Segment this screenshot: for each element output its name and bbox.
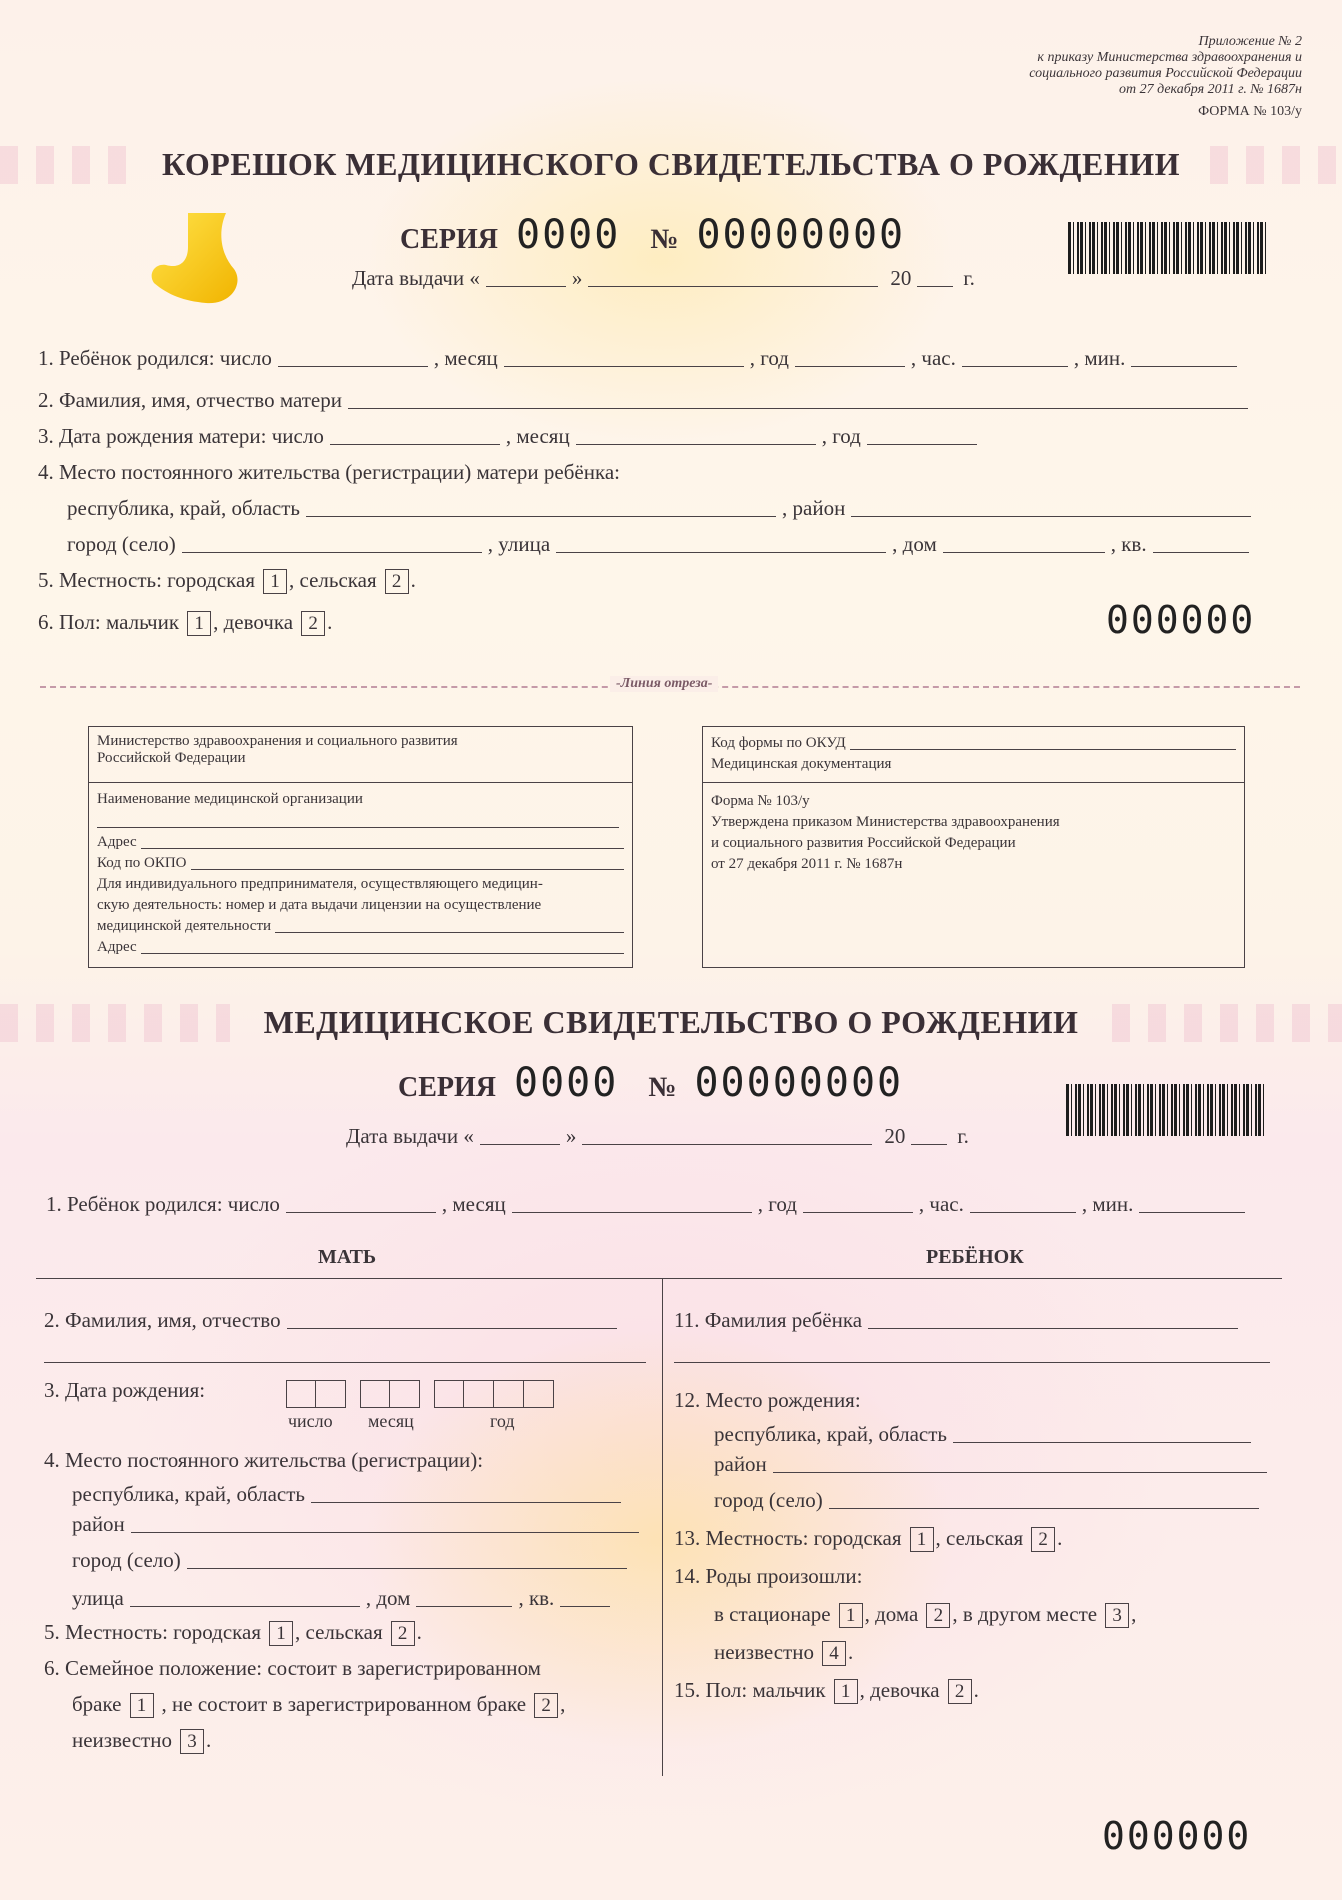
mother-birth-month-field[interactable] (576, 444, 816, 445)
city-field[interactable] (182, 552, 482, 553)
m4-region: республика, край, область (72, 1482, 306, 1506)
m3-year-caption: год (490, 1411, 515, 1431)
q3-month: , месяц (505, 424, 570, 448)
mother-street-field[interactable] (130, 1606, 360, 1607)
appendix-number: Приложение № 2 (1198, 34, 1302, 49)
q4-city: город (село) (67, 532, 176, 556)
stub-q3 (38, 424, 977, 449)
mother-birth-year-field[interactable] (867, 444, 977, 445)
barcode (1066, 1084, 1266, 1136)
q5-end: . (410, 568, 416, 592)
birth-minute-field[interactable] (1139, 1212, 1245, 1213)
q4-street: , улица (487, 532, 551, 556)
q4-flat: , кв. (1110, 532, 1147, 556)
q5-label: 5. Местность: городская (38, 568, 256, 592)
region-field[interactable] (306, 516, 776, 517)
m4-district-row (72, 1512, 639, 1537)
m3-month-caption: месяц (368, 1411, 414, 1431)
m5-end: . (416, 1620, 422, 1644)
c14-hospital: в стационаре (714, 1602, 831, 1626)
q5-mid: , сельская (289, 568, 377, 592)
certificate-number: 00000000 (696, 212, 906, 258)
mother-birthdate-cells[interactable] (286, 1380, 554, 1408)
c13-row (674, 1526, 1062, 1552)
birth-hour-field[interactable] (970, 1212, 1076, 1213)
stub-q5 (38, 568, 416, 594)
q3-year: , год (821, 424, 861, 448)
c14-end: . (847, 1640, 854, 1664)
certificate-serial-number: 000000 (1102, 1814, 1252, 1858)
issue-year-prefix: 20 (890, 266, 912, 290)
stub-series (400, 212, 905, 258)
urban-checkbox[interactable]: 1 (263, 569, 287, 594)
okpo-label: Код по ОКПО (97, 855, 187, 871)
m6-end: . (205, 1728, 212, 1752)
columns-divider-horizontal (36, 1278, 1282, 1279)
certificate-title: МЕДИЦИНСКОЕ СВИДЕТЕЛЬСТВО О РОЖДЕНИИ (263, 1004, 1079, 1040)
approved-line-2: и социального развития Российской Федерации (711, 835, 1016, 851)
issue-date-mid: » (565, 1124, 577, 1148)
form-number: Форма № 103/у (711, 793, 810, 809)
c14-label: 14. Роды произошли: (674, 1564, 863, 1588)
m4-street: улица (72, 1586, 124, 1610)
m6-line-3 (72, 1728, 211, 1754)
m4-city: город (село) (72, 1548, 181, 1572)
approved-line-3: от 27 декабря 2011 г. № 1687н (711, 856, 903, 872)
m4-flat: , кв. (518, 1586, 555, 1610)
mother-birth-day-field[interactable] (330, 444, 500, 445)
address-field[interactable] (141, 848, 624, 849)
cert-issue-date (346, 1124, 969, 1149)
male-checkbox[interactable]: 1 (187, 611, 211, 636)
org-box (88, 726, 633, 968)
mother-flat-field[interactable] (560, 1606, 610, 1607)
med-doc-label: Медицинская документация (711, 756, 892, 772)
issue-month-field[interactable] (588, 286, 878, 287)
home-checkbox[interactable]: 2 (926, 1603, 950, 1628)
m2-label: 2. Фамилия, имя, отчество (44, 1308, 281, 1332)
flat-field[interactable] (1153, 552, 1249, 553)
q1-month: , месяц (433, 346, 498, 370)
not-married-checkbox[interactable]: 2 (534, 1693, 558, 1718)
q6-end: . (327, 610, 333, 634)
place-unknown-checkbox[interactable]: 4 (822, 1641, 846, 1666)
birthplace-region-field[interactable] (953, 1442, 1251, 1443)
other-place-checkbox[interactable]: 3 (1105, 1603, 1129, 1628)
m6-label: 6. Семейное положение: состоит в зарегистрированном (44, 1656, 541, 1680)
m4-city-row (72, 1548, 627, 1573)
license-field[interactable] (275, 932, 624, 933)
c14-line-1 (714, 1602, 1136, 1628)
address2-field[interactable] (141, 953, 624, 954)
order-line-3: от 27 декабря 2011 г. № 1687н (1118, 82, 1302, 97)
issue-year-prefix: 20 (884, 1124, 906, 1148)
month-cell[interactable] (390, 1380, 420, 1408)
issue-date-label: Дата выдачи « (346, 1124, 474, 1148)
order-line-1: к приказу Министерства здравоохранения и (1037, 50, 1302, 65)
barcode (1068, 222, 1268, 274)
series-value: 0000 (516, 212, 621, 258)
birthplace-city-field[interactable] (829, 1508, 1259, 1509)
m2-row (44, 1308, 617, 1333)
okpo-field[interactable] (191, 869, 625, 870)
issue-date-label: Дата выдачи « (352, 266, 480, 290)
mother-region-field[interactable] (311, 1502, 621, 1503)
month-cells[interactable] (360, 1380, 420, 1408)
birth-hour-field[interactable] (962, 366, 1068, 367)
stub-q1 (38, 346, 1237, 371)
m4-label: 4. Место постоянного жительства (регистрации): (44, 1448, 484, 1472)
hologram-logo-icon (148, 213, 248, 305)
approved-line-1: Утверждена приказом Министерства здравоохранения (711, 814, 1060, 830)
q1-label: 1. Ребёнок родился: число (46, 1192, 280, 1216)
m6-unknown: неизвестно (72, 1728, 172, 1752)
house-field[interactable] (943, 552, 1105, 553)
form-code-box (702, 726, 1245, 968)
cert-series (398, 1060, 903, 1106)
cut-line-label: -Линия отреза- (610, 676, 718, 692)
issue-date-mid: » (571, 266, 583, 290)
q1-year: , год (749, 346, 789, 370)
ip-line-2: скую деятельность: номер и дата выдачи лицензии на осуществление (97, 897, 542, 913)
year-cell[interactable] (524, 1380, 554, 1408)
mother-fullname-field-line2[interactable] (44, 1362, 646, 1363)
m3-row (44, 1378, 205, 1403)
m5-label: 5. Местность: городская (44, 1620, 262, 1644)
org-details (89, 783, 632, 964)
c14-row (674, 1564, 862, 1589)
m4-street-row (72, 1586, 610, 1611)
m3-day-caption: число (288, 1411, 333, 1431)
mother-house-field[interactable] (416, 1606, 512, 1607)
ministry-line-2: Российской Федерации (97, 750, 246, 766)
ministry-line-1: Министерство здравоохранения и социального развития (97, 733, 458, 749)
stub-title: КОРЕШОК МЕДИЦИНСКОГО СВИДЕТЕЛЬСТВА О РОЖДЕНИИ (162, 146, 1180, 182)
stub-issue-date (352, 266, 975, 291)
number-sign: № (648, 1072, 677, 1103)
mother-rural-checkbox[interactable]: 2 (391, 1621, 415, 1646)
c15-mid: , девочка (859, 1678, 940, 1702)
q3-label: 3. Дата рождения матери: число (38, 424, 324, 448)
m6-comma: , (560, 1692, 566, 1716)
child-surname-field-line2[interactable] (674, 1362, 1270, 1363)
m6-line-1 (44, 1656, 541, 1681)
c12-row (674, 1388, 861, 1413)
c15-label: 15. Пол: мальчик (674, 1678, 826, 1702)
c15-row (674, 1678, 979, 1704)
female-checkbox[interactable]: 2 (301, 611, 325, 636)
rural-checkbox[interactable]: 2 (385, 569, 409, 594)
c14-comma: , (1131, 1602, 1137, 1626)
certificate-number: 00000000 (694, 1060, 904, 1106)
approval-block (703, 783, 1244, 883)
m6-not-married: , не состоит в зарегистрированном браке (161, 1692, 527, 1716)
ip-line-3: медицинской деятельности (97, 918, 272, 934)
q1-min: , мин. (1081, 1192, 1134, 1216)
c12-city-row (714, 1488, 1259, 1513)
street-field[interactable] (556, 552, 886, 553)
c14-home: , дома (864, 1602, 919, 1626)
q1-hour: , час. (918, 1192, 964, 1216)
m3-label: 3. Дата рождения: (44, 1378, 206, 1402)
birth-year-field[interactable] (795, 366, 905, 367)
series-value: 0000 (514, 1060, 619, 1106)
marital-unknown-checkbox[interactable]: 3 (180, 1729, 204, 1754)
m4-row (44, 1448, 483, 1473)
stub-q4 (38, 460, 620, 485)
m6-line-2 (72, 1692, 565, 1718)
c14-unknown: неизвестно (714, 1640, 814, 1664)
c12-district: район (714, 1452, 767, 1476)
mother-urban-checkbox[interactable]: 1 (269, 1621, 293, 1646)
c15-end: . (973, 1678, 979, 1702)
number-sign: № (650, 224, 679, 255)
stub-q4-city-row (67, 532, 1249, 557)
issue-year-suffix: г. (957, 1124, 969, 1148)
q1-year: , год (757, 1192, 797, 1216)
mother-name-field[interactable] (348, 408, 1248, 409)
issue-year-field[interactable] (911, 1144, 947, 1145)
mother-district-field[interactable] (131, 1532, 639, 1533)
q4-district: , район (782, 496, 846, 520)
child-surname-field[interactable] (868, 1328, 1238, 1329)
series-label: СЕРИЯ (400, 224, 498, 255)
birth-year-field[interactable] (803, 1212, 913, 1213)
c14-other: , в другом месте (952, 1602, 1098, 1626)
child-rural-checkbox[interactable]: 2 (1031, 1527, 1055, 1552)
q6-mid: , девочка (213, 610, 294, 634)
year-cells[interactable] (434, 1380, 554, 1408)
birth-month-field[interactable] (512, 1212, 752, 1213)
district-field[interactable] (851, 516, 1251, 517)
birth-day-field[interactable] (278, 366, 428, 367)
issue-year-field[interactable] (917, 286, 953, 287)
cert-q1 (46, 1192, 1245, 1217)
c12-region: республика, край, область (714, 1422, 948, 1446)
okud-label: Код формы по ОКУД (711, 735, 846, 751)
day-cells[interactable] (286, 1380, 346, 1408)
m4-district: район (72, 1512, 125, 1536)
address-label: Адрес (97, 834, 137, 850)
birthplace-district-field[interactable] (773, 1472, 1267, 1473)
stub-q4-region-row (67, 496, 1251, 521)
c13-end: . (1057, 1526, 1063, 1550)
columns-divider-vertical (662, 1278, 663, 1776)
m6-married: браке (72, 1692, 122, 1716)
child-column-heading: РЕБЁНОК (926, 1246, 1024, 1268)
hospital-checkbox[interactable]: 1 (839, 1603, 863, 1628)
child-female-checkbox[interactable]: 2 (948, 1679, 972, 1704)
issue-year-suffix: г. (963, 266, 975, 290)
m4-house: , дом (365, 1586, 411, 1610)
issue-day-field[interactable] (480, 1144, 560, 1145)
order-line-2: социального развития Российской Федерации (1029, 66, 1302, 81)
appendix-note (1029, 34, 1302, 120)
q1-min: , мин. (1073, 346, 1126, 370)
ip-line-1: Для индивидуального предпринимателя, осуществляющего медицин- (97, 876, 543, 892)
issue-month-field[interactable] (582, 1144, 872, 1145)
q4-house: , дом (892, 532, 937, 556)
okud-field[interactable] (850, 749, 1236, 750)
birth-month-field[interactable] (504, 366, 744, 367)
mother-city-field[interactable] (187, 1568, 627, 1569)
day-cell[interactable] (286, 1380, 316, 1408)
c12-city: город (село) (714, 1488, 823, 1512)
c13-mid: , сельская (935, 1526, 1024, 1550)
m5-mid: , сельская (295, 1620, 383, 1644)
married-checkbox[interactable]: 1 (130, 1693, 154, 1718)
month-cell[interactable] (360, 1380, 390, 1408)
issue-day-field[interactable] (486, 286, 566, 287)
c11-label: 11. Фамилия ребёнка (674, 1308, 863, 1332)
child-urban-checkbox[interactable]: 1 (910, 1527, 934, 1552)
ministry-block (89, 727, 632, 783)
q4-label: 4. Место постоянного жительства (регистрации) матери ребёнка: (38, 460, 620, 484)
q2-label: 2. Фамилия, имя, отчество матери (38, 388, 342, 412)
q4-region: республика, край, область (67, 496, 301, 520)
mother-fullname-field[interactable] (287, 1328, 617, 1329)
c12-region-row (714, 1422, 1251, 1447)
c11-row (674, 1308, 1238, 1333)
birth-minute-field[interactable] (1131, 366, 1237, 367)
m4-region-row (72, 1482, 621, 1507)
q1-label: 1. Ребёнок родился: число (38, 346, 272, 370)
q1-month: , месяц (441, 1192, 506, 1216)
c14-line-2 (714, 1640, 853, 1666)
org-name-label: Наименование медицинской организации (97, 791, 363, 807)
q1-hour: , час. (910, 346, 956, 370)
year-cell[interactable] (434, 1380, 464, 1408)
day-cell[interactable] (316, 1380, 346, 1408)
stub-q6 (38, 610, 332, 636)
q6-label: 6. Пол: мальчик (38, 610, 180, 634)
year-cell[interactable] (464, 1380, 494, 1408)
birth-day-field[interactable] (286, 1212, 436, 1213)
form-code: ФОРМА № 103/у (1198, 104, 1302, 119)
stub-q2 (38, 388, 1248, 413)
m5-row (44, 1620, 422, 1646)
mother-column-heading: МАТЬ (318, 1246, 377, 1268)
c12-district-row (714, 1452, 1267, 1477)
org-name-field[interactable] (97, 810, 619, 828)
c12-label: 12. Место рождения: (674, 1388, 861, 1412)
child-male-checkbox[interactable]: 1 (834, 1679, 858, 1704)
okud-block (703, 727, 1244, 783)
series-label: СЕРИЯ (398, 1072, 496, 1103)
address2-label: Адрес (97, 939, 137, 955)
c13-label: 13. Местность: городская (674, 1526, 902, 1550)
stub-serial-number: 000000 (1106, 598, 1256, 642)
year-cell[interactable] (494, 1380, 524, 1408)
